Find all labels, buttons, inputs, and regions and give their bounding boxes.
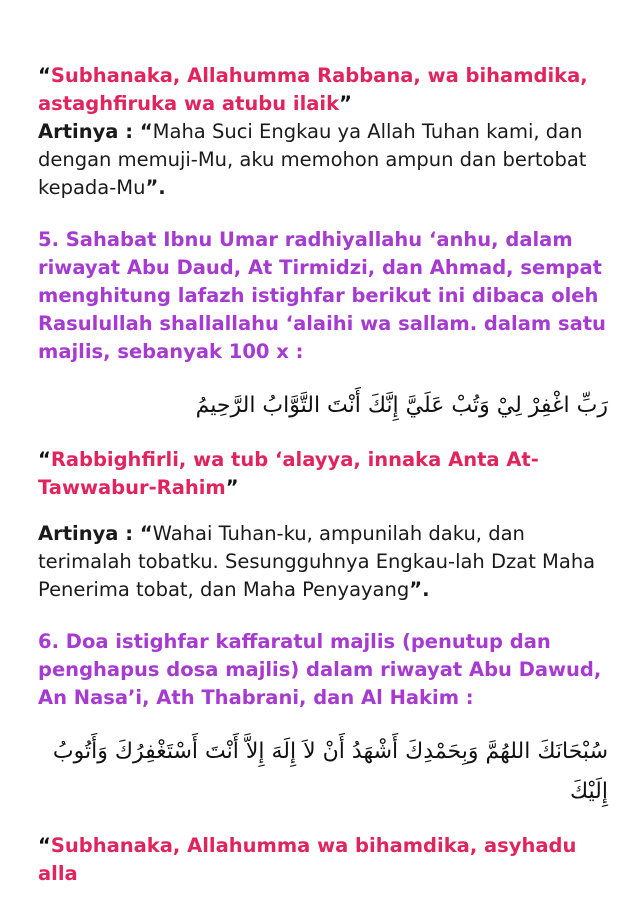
close-quote: ”. <box>409 578 430 601</box>
open-quote: “ <box>133 522 153 545</box>
meaning-text: Maha Suci Engkau ya Allah Tuhan kami, dan dengan memuji-Mu, aku memohon ampun dan bertobat kepada-Mu <box>38 120 587 199</box>
latin-text: Subhanaka, Allahumma wa bihamdika, asyhadu alla <box>38 834 577 885</box>
doa-latin-1 <box>38 62 608 118</box>
doa-latin-5 <box>38 446 608 502</box>
meaning-5 <box>38 520 608 604</box>
latin-text: Subhanaka, Allahumma Rabbana, wa bihamdika, astaghfiruka wa atubu ilaik <box>38 64 588 115</box>
arabic-doa-6: سُبْحَانَكَ اللهُمَّ وَبِحَمْدِكَ أَشْهَدُ أَنْ لاَ إِلَهَ إِلاَّ أَنْتَ أَسْتَغْفِرُكَ وَأَتُوبُ إِلَيْكَ <box>52 739 608 804</box>
close-quote: ” <box>225 476 239 499</box>
artinya-label: Artinya : <box>38 120 134 143</box>
document-page <box>38 62 608 888</box>
artinya-label: Artinya : <box>38 522 134 545</box>
doa-latin-6 <box>38 832 608 888</box>
open-quote: “ <box>38 448 51 471</box>
latin-text: Rabbighfirli, wa tub ‘alayya, innaka Anta At-Tawwabur-Rahim <box>38 448 539 499</box>
open-quote: “ <box>38 834 51 857</box>
open-quote: “ <box>38 64 51 87</box>
meaning-1 <box>38 118 608 202</box>
open-quote: “ <box>133 120 153 143</box>
section-6-heading: 6. Doa istighfar kaffaratul majlis (penutup dan penghapus dosa majlis) dalam riwayat Abu Dawud, An Nasa’i, Ath Thabrani, dan Al Hakim : <box>38 630 602 709</box>
section-5-heading: 5. Sahabat Ibnu Umar radhiyallahu ‘anhu, dalam riwayat Abu Daud, At Tirmidzi, dan Ahmad, sempat menghitung lafazh istighfar berikut ini dibaca oleh Rasulullah shallallahu ‘alaihi wa sallam. dalam satu majlis, sebanyak 100 x : <box>38 228 606 363</box>
arabic-doa-5: رَبِّ اغْفِرْ لِيْ وَتُبْ عَلَيَّ إِنَّكَ أَنْتَ التَّوَّابُ الرَّحِيمُ <box>195 393 608 418</box>
close-quote: ” <box>339 92 352 115</box>
close-quote: ”. <box>145 176 166 199</box>
meaning-text: Wahai Tuhan-ku, ampunilah daku, dan terimalah tobatku. Sesungguhnya Engkau-lah Dzat Maha Penerima tobat, dan Maha Penyayang <box>38 522 596 601</box>
